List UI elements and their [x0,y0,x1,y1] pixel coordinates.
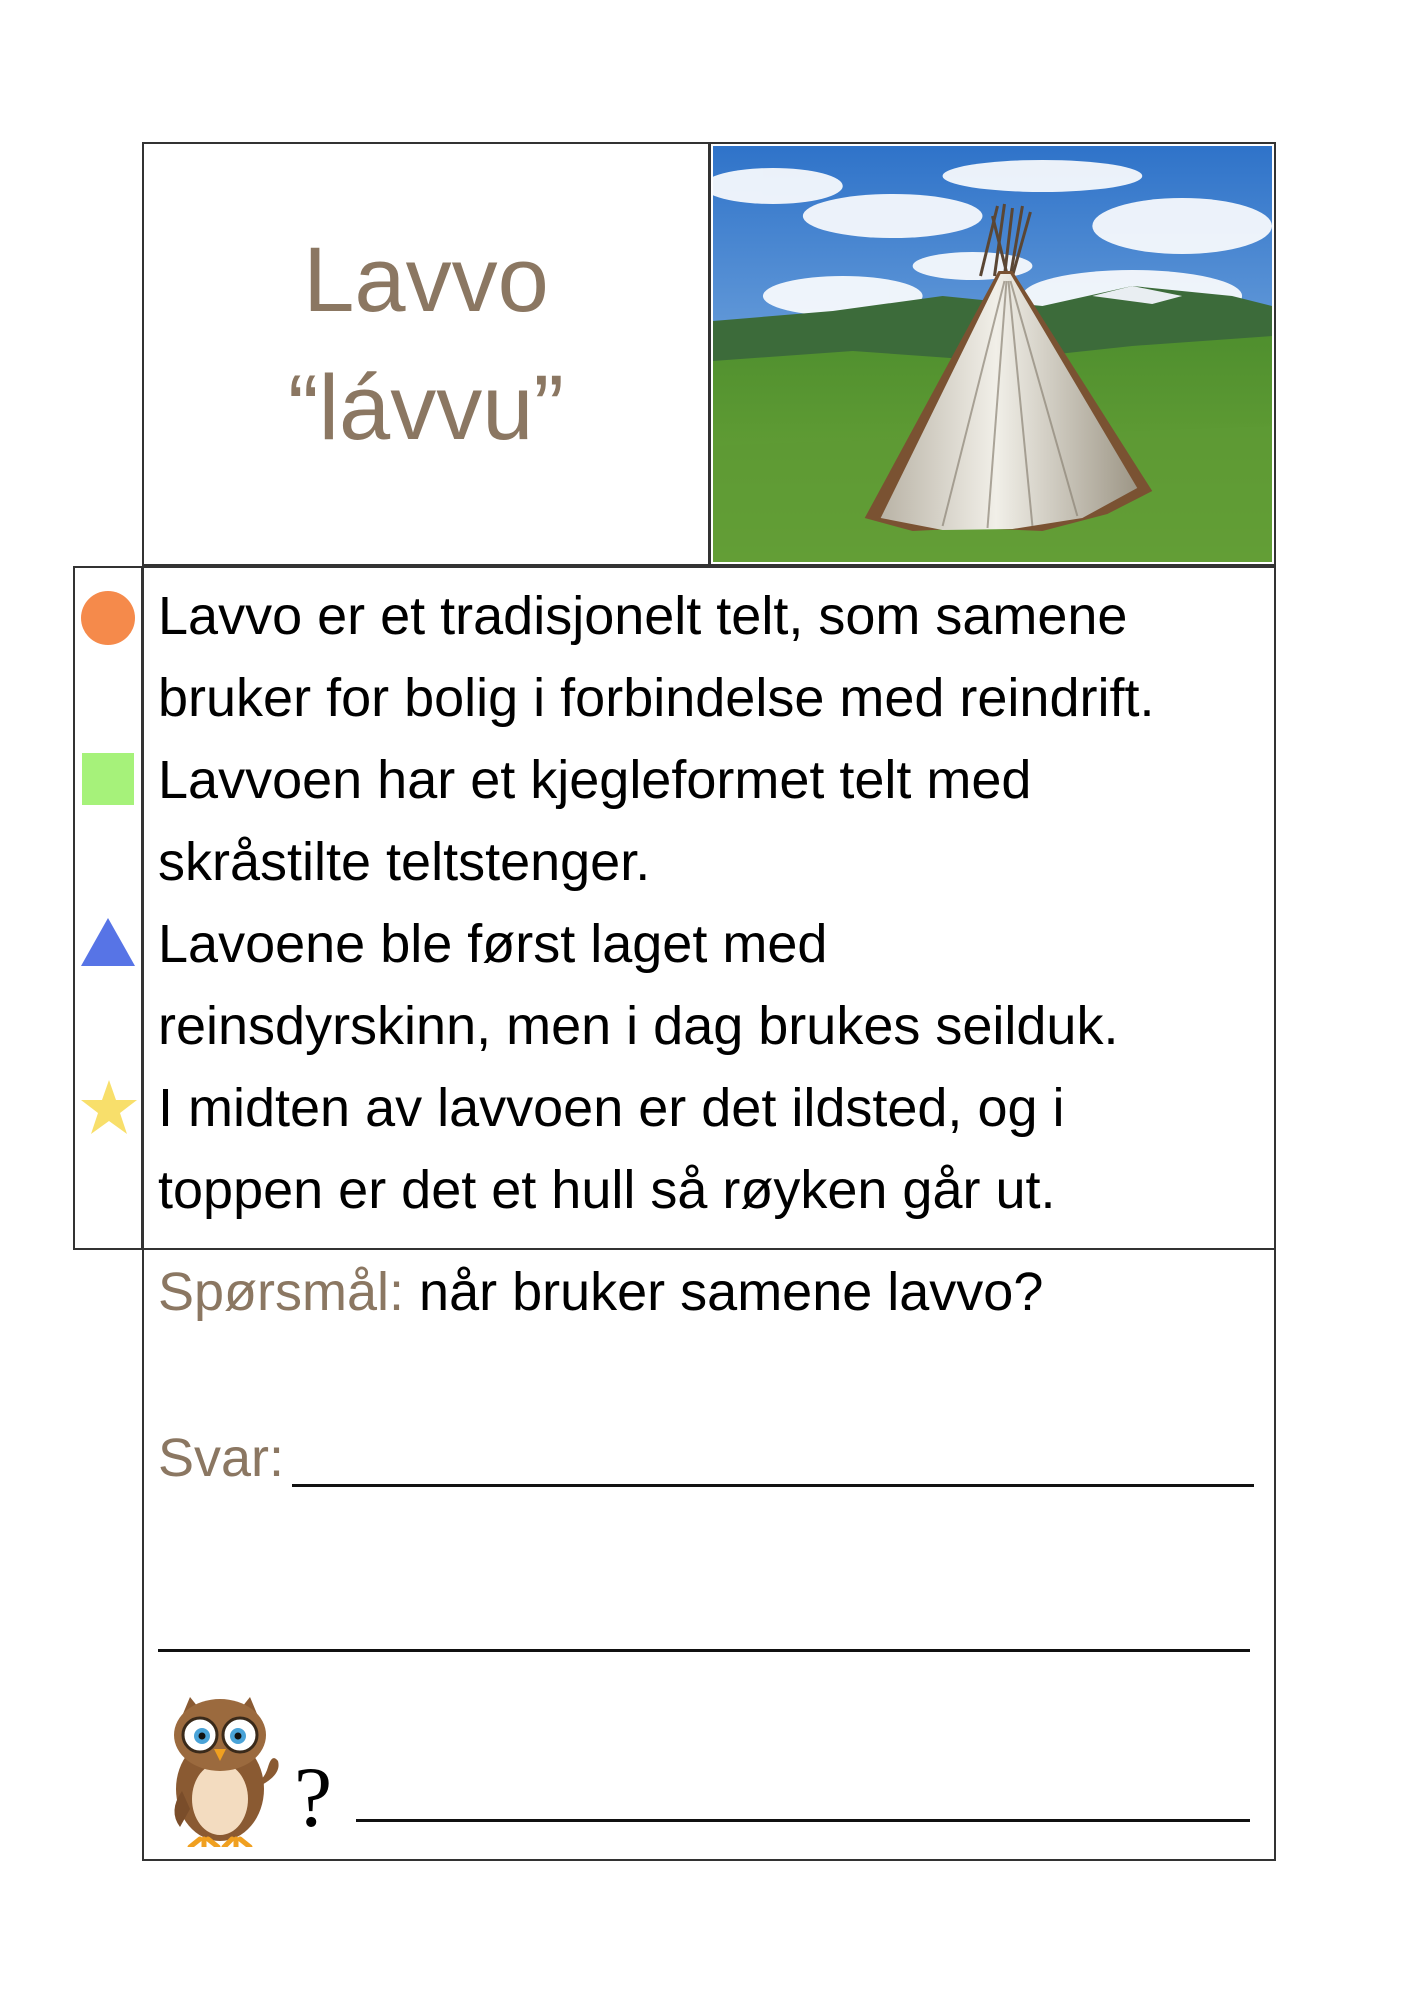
lavvo-photo-image [713,146,1272,562]
question [158,1261,1043,1323]
question-text: når bruker samene lavvo? [404,1262,1044,1322]
owl-icon [160,1691,288,1847]
owl-question-mark: ? [294,1749,333,1845]
fact-4 [158,1067,1268,1231]
answer-line-1[interactable] [292,1484,1254,1487]
green-square-icon [82,753,134,805]
fact-2-line-2: skråstilte teltstenger. [158,832,651,892]
fact-4-line-1: I midten av lavvoen er det ildsted, og i [158,1078,1065,1138]
title-word: Lavvo [303,229,549,331]
facts-cell [142,566,1276,1250]
question-label: Spørsmål: [158,1262,405,1322]
orange-circle-icon [79,589,137,647]
fact-2 [158,739,1268,903]
question-cell [142,1249,1276,1861]
fact-3 [158,903,1268,1067]
title-cell [142,142,710,566]
answer-line-3[interactable] [356,1819,1250,1822]
title-pronunciation: “lávvu” [287,357,565,459]
fact-1-line-2: bruker for bolig i forbindelse med reindrift. [158,668,1155,728]
fact-2-line-1: Lavvoen har et kjegleformet telt med [158,750,1032,810]
blue-triangle-icon [79,916,137,968]
fact-3-line-2: reinsdyrskinn, men i dag brukes seilduk. [158,996,1119,1056]
fact-1-line-1: Lavvo er et tradisjonelt telt, som samene [158,586,1128,646]
yellow-star-icon [79,1078,139,1136]
lavvo-photo [709,142,1276,566]
fact-1 [158,575,1268,739]
fact-3-line-1: Lavoene ble først laget med [158,914,828,974]
answer-label: Svar: [158,1428,285,1488]
icon-column [73,566,143,1250]
answer-line-2[interactable] [158,1649,1250,1652]
fact-4-line-2: toppen er det et hull så røyken går ut. [158,1160,1056,1220]
